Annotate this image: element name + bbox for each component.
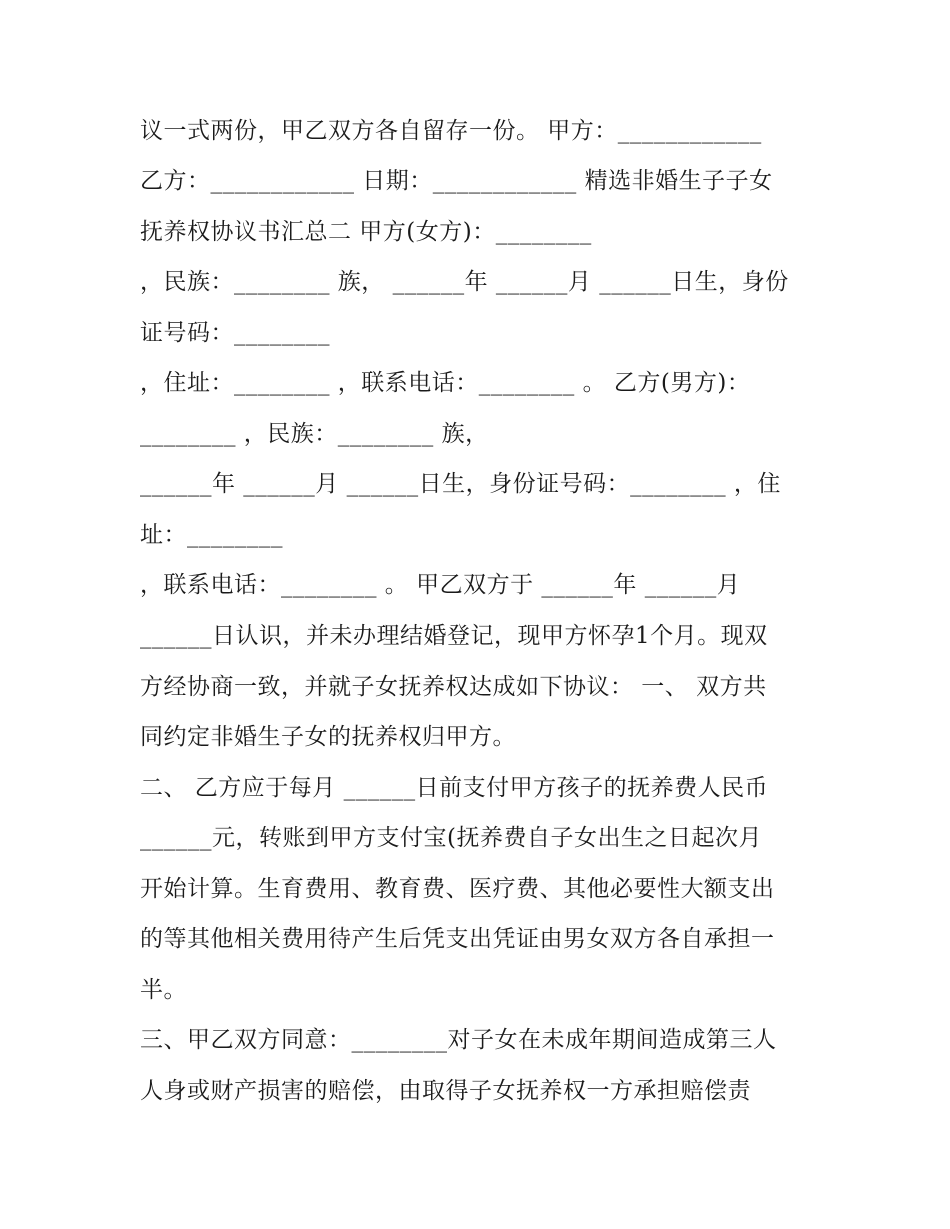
text-line: ，住址：________ ，联系电话：________ 。 乙方(男方)：: [140, 370, 751, 396]
text-line: 半。: [140, 977, 187, 1003]
text-line: 三、甲乙双方同意：________对子女在未成年期间造成第三人: [140, 1027, 777, 1053]
text-line: 人身或财产损害的赔偿，由取得子女抚养权一方承担赔偿责: [140, 1078, 751, 1104]
text-line: ______日认识，并未办理结婚登记，现甲方怀孕1个月。现双: [140, 623, 768, 649]
text-line: 方经协商一致，并就子女抚养权达成如下协议： 一、 双方共: [140, 674, 767, 700]
text-line: 开始计算。生育费用、教育费、医疗费、其他必要性大额支出: [140, 876, 775, 902]
text-line: 议一式两份，甲乙双方各自留存一份。 甲方：____________: [140, 118, 762, 144]
text-line: 乙方：____________ 日期：____________ 精选非婚生子子女: [140, 168, 773, 194]
text-line: 同约定非婚生子女的抚养权归甲方。: [140, 724, 516, 750]
text-line: ，联系电话：________ 。 甲乙双方于 ______年 ______月: [140, 572, 741, 598]
text-line: 的等其他相关费用待产生后凭支出凭证由男女双方各自承担一: [140, 926, 775, 952]
text-line: ，民族：________ 族， ______年 ______月 ______日生，身份: [140, 269, 789, 295]
text-line: 址：________: [140, 522, 283, 548]
text-line: 二、 乙方应于每月 ______日前支付甲方孩子的抚养费人民币: [140, 775, 769, 801]
text-line: ______元，转账到甲方支付宝(抚养费自子女出生之日起次月: [140, 825, 762, 851]
text-line: 抚养权协议书汇总二 甲方(女方)：________: [140, 219, 592, 245]
text-line: ______年 ______月 ______日生，身份证号码：________ ，住: [140, 471, 781, 497]
text-line: 证号码：________: [140, 320, 330, 346]
text-line: ________ ，民族：________ 族，: [140, 421, 489, 447]
